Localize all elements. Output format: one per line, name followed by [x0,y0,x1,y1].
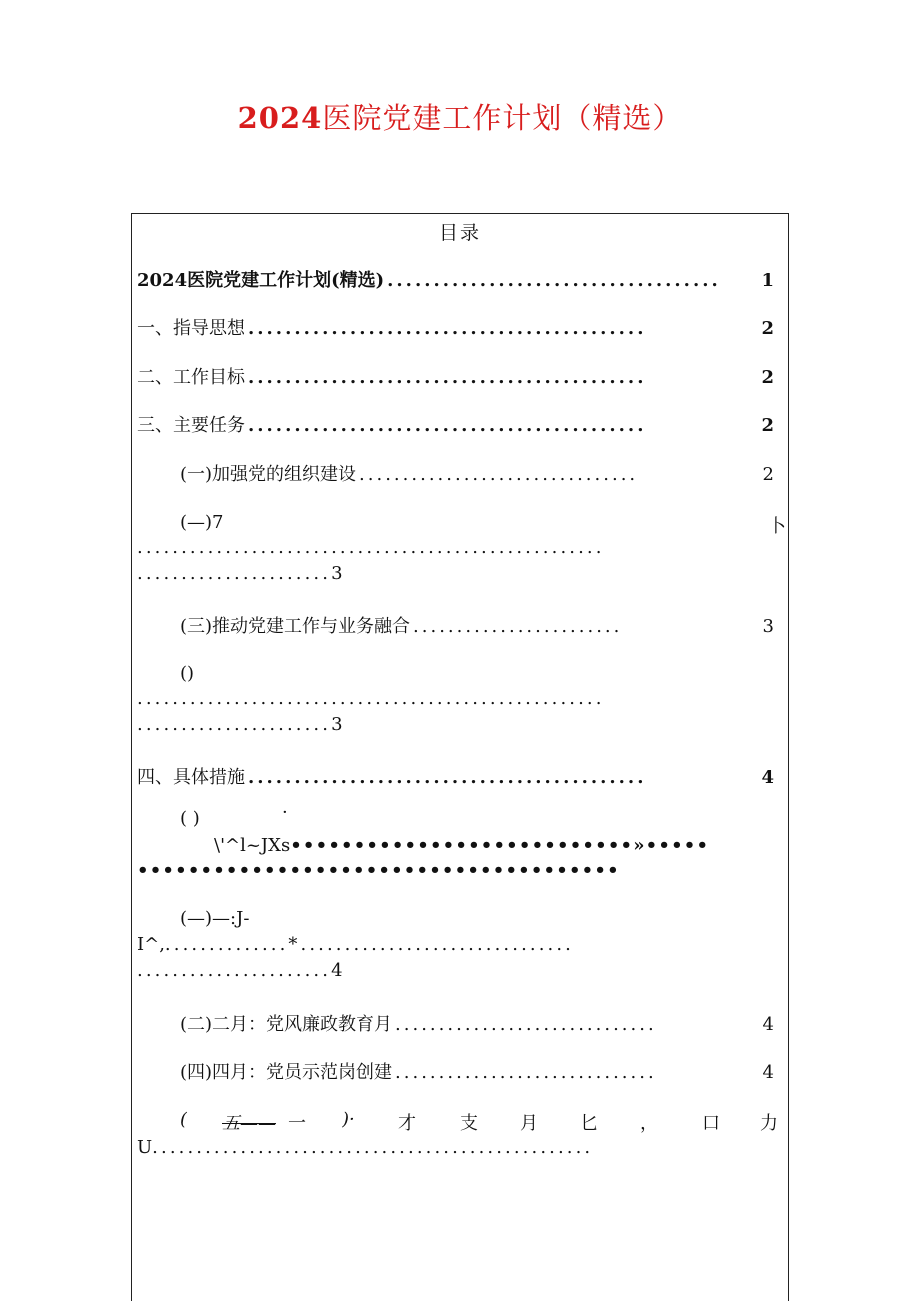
toc-entry-guiding-thought[interactable] [137,314,774,340]
toc-garbled-row[interactable] [137,960,343,981]
toc-leader-dots: ........................................... [248,367,647,388]
toc-page-number: 4 [761,767,774,788]
toc-heading: 目录 [438,222,481,244]
title-text: 医院党建工作计划（精选） [322,101,683,135]
toc-page-number: 2 [761,415,774,436]
toc-garbled-text: \'^l~JXs [214,835,291,856]
toc-leader-dots: ...................... [137,714,332,735]
toc-leader-dots: ...................... [137,960,332,981]
toc-garbled-char: 才 [398,1113,416,1134]
toc-entry-integration[interactable] [180,612,774,638]
toc-leader-dots: ..............*............................... [164,934,574,955]
toc-page-number: 2 [761,367,774,388]
toc-entry-label: (一)加强党的组织建设 [180,464,357,485]
toc-leader-dots: ........................ [413,616,623,637]
toc-entry-label: 2024医院党建工作计划(精选) [137,270,385,291]
toc-leader-dots: ...................... [137,563,332,584]
toc-garbled-char: ， [640,1113,658,1134]
toc-page-number: 3 [331,714,343,735]
toc-garbled-open: ( [180,1109,188,1130]
toc-leader-dots: ........................................... [248,767,647,788]
toc-leader-dots: •••••••••••••••••••••••••••••••••••••• [137,860,620,881]
toc-leader-dots: ................................ [359,464,639,485]
toc-entry-label: 四、具体措施 [137,767,245,788]
toc-garbled-row[interactable] [137,1137,774,1158]
toc-garbled-dot: · [282,802,288,823]
toc-entry-february[interactable] [180,1010,774,1036]
toc-garbled-char: 匕 [580,1113,598,1134]
toc-leader-dots: •••••••••••••••••••••••••••»••••• [290,835,710,856]
toc-page-number: 4 [331,960,343,981]
toc-garbled-char: 一 [288,1113,306,1134]
toc-page-number: 2 [761,318,774,339]
toc-garbled-strike: 五—— [222,1113,276,1134]
toc-page-number: 1 [761,270,774,291]
title-year: 2024 [237,101,323,135]
toc-leader-dots: ..................................................... [137,688,605,709]
toc-leader-dots: ..................................................... [137,537,605,558]
toc-garbled-label: ( ) [180,808,200,829]
toc-entry-april[interactable] [180,1058,774,1084]
toc-garbled-char: 支 [460,1113,478,1134]
toc-garbled-row[interactable] [137,714,343,735]
toc-entry-title[interactable] [137,266,774,292]
toc-entry-label: (二)二月：党风廉政教育月 [180,1014,393,1035]
toc-entry-label: 二、工作目标 [137,367,245,388]
toc-leader-dots: .................................................. [152,1137,594,1158]
toc-garbled-text: I^, [137,934,165,955]
toc-entry-work-goals[interactable] [137,363,774,389]
toc-garbled-label: (—)—:J- [180,908,250,929]
toc-entry-label: (四)四月：党员示范岗创建 [180,1062,393,1083]
toc-leader-dots: .................................... [387,270,721,291]
toc-entry-label: 一、指导思想 [137,318,245,339]
toc-garbled-mark: 卜 [768,516,786,537]
document-title [0,96,920,137]
toc-garbled-row [137,934,777,955]
toc-page-number: 3 [331,563,343,584]
toc-garbled-label: (—)7 [180,512,224,533]
toc-garbled-char: 口 [702,1113,720,1134]
toc-entry-label: (三)推动党建工作与业务融合 [180,616,411,637]
toc-garbled-char: 月 [520,1113,538,1134]
toc-entry-label: 三、主要任务 [137,415,245,436]
toc-garbled-row[interactable] [137,563,343,584]
toc-leader-dots: .............................. [395,1014,657,1035]
toc-garbled-row[interactable] [214,835,774,856]
toc-entry-measures[interactable] [137,763,774,789]
toc-entry-organization[interactable] [180,460,774,486]
toc-garbled-close: )· [342,1109,355,1130]
toc-page-number: 3 [762,616,774,637]
toc-leader-dots: .............................. [395,1062,657,1083]
toc-leader-dots: ........................................... [248,318,647,339]
toc-page-number: 4 [762,1014,774,1035]
toc-page-number: 2 [762,464,774,485]
toc-garbled-text: U [137,1137,153,1158]
toc-entry-main-tasks[interactable] [137,411,774,437]
toc-garbled-char: 力 [760,1113,778,1134]
toc-garbled-label: () [180,663,195,684]
toc-page-number: 4 [762,1062,774,1083]
toc-leader-dots: ........................................... [248,415,647,436]
